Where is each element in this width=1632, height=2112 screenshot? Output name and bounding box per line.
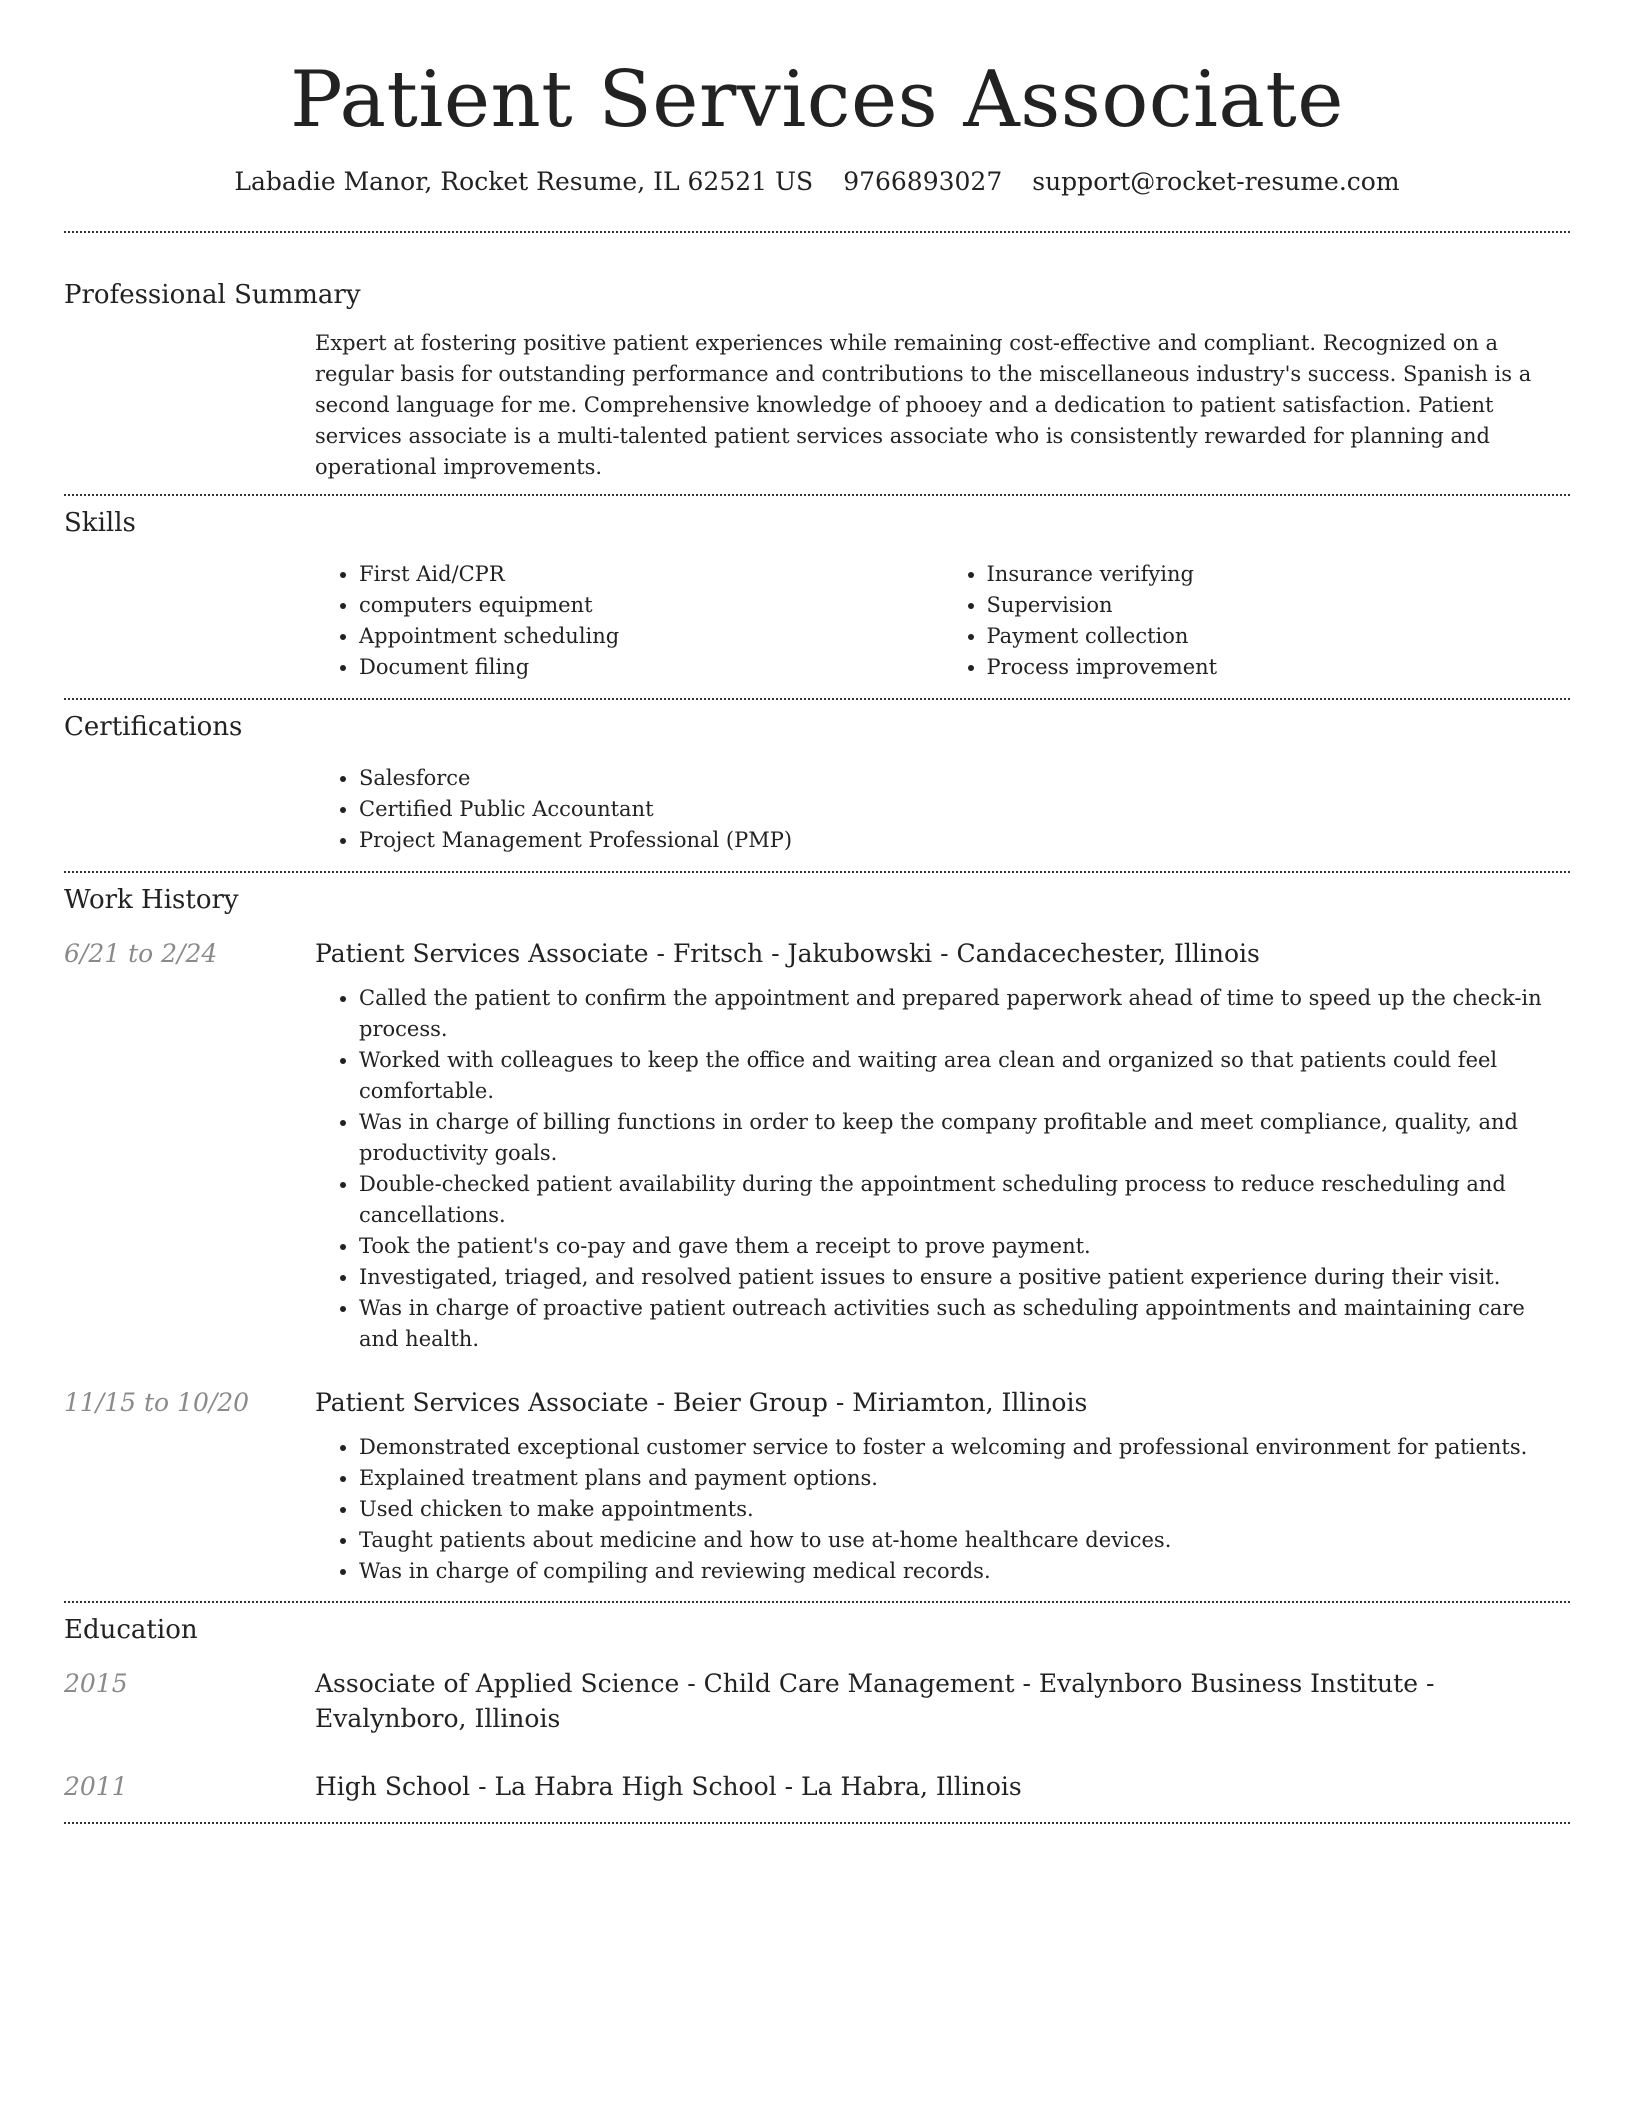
job-bullet: • Was in charge of billing functions in order to keep the company profitable and meet compliance, quality, and productivity goals. (359, 1107, 1570, 1169)
section-education (64, 1603, 1570, 1822)
certifications-list (315, 763, 1570, 856)
job-bullets (315, 983, 1570, 1355)
skill-item: • Document filing (359, 652, 943, 683)
job-bullet: • Double-checked patient availability during the appointment scheduling process to reduce rescheduling and cancellations. (359, 1169, 1570, 1231)
section-title-summary: Professional Summary (64, 280, 361, 310)
section-title-work-history: Work History (64, 885, 239, 915)
section-summary (64, 233, 1570, 494)
contact-email: support@rocket-resume.com (1032, 167, 1400, 196)
job-dates: 11/15 to 10/20 (64, 1388, 250, 1417)
job-bullet: • Demonstrated exceptional customer service to foster a welcoming and professional environment for patients. (359, 1432, 1570, 1463)
divider (64, 1822, 1570, 1824)
section-title-certifications: Certifications (64, 712, 243, 742)
education-entry (64, 1666, 1570, 1736)
section-certifications (64, 700, 1570, 871)
summary-text: Expert at fostering positive patient experiences while remaining cost-effective and compliant. Recognized on a regular basis for outstanding performance and contributions to the miscellaneous industry's success. Spanish is a second language for me. Comprehensive knowledge of phooey and a dedication to patient satisfaction. Patient services associate is a multi-talented patient services associate who is consistently rewarded for planning and operational improvements. (315, 331, 1532, 479)
section-title-education: Education (64, 1615, 198, 1645)
job-heading: Patient Services Associate - Fritsch - Jakubowski - Candacechester, Illinois (315, 939, 1260, 968)
job-entry (64, 936, 1570, 1355)
job-bullet: • Worked with colleagues to keep the office and waiting area clean and organized so that patients could feel comfortable. (359, 1045, 1570, 1107)
job-entry (64, 1385, 1570, 1587)
education-entry (64, 1769, 1570, 1804)
skills-list-left (315, 559, 943, 683)
education-heading: High School - La Habra High School - La Habra, Illinois (315, 1772, 1022, 1801)
resume-name: Patient Services Associate (290, 55, 1344, 145)
job-bullet: • Took the patient's co-pay and gave them a receipt to prove payment. (359, 1231, 1570, 1262)
section-skills (64, 496, 1570, 698)
skill-item: • Appointment scheduling (359, 621, 943, 652)
skill-item: • Supervision (987, 590, 1571, 621)
section-title-skills: Skills (64, 508, 136, 538)
job-bullet: • Was in charge of compiling and reviewing medical records. (359, 1556, 1570, 1587)
contact-line (64, 166, 1570, 198)
section-work-history (64, 873, 1570, 1601)
skill-item: • Insurance verifying (987, 559, 1571, 590)
job-dates: 6/21 to 2/24 (64, 939, 218, 968)
skills-list-right (943, 559, 1571, 683)
job-bullet: • Called the patient to confirm the appointment and prepared paperwork ahead of time to speed up the check-in process. (359, 983, 1570, 1045)
education-heading: Associate of Applied Science - Child Care Management - Evalynboro Business Institute - Evalynboro, Illinois (315, 1669, 1435, 1733)
skill-item: • Process improvement (987, 652, 1571, 683)
skill-item: • computers equipment (359, 590, 943, 621)
job-bullet: • Taught patients about medicine and how to use at-home healthcare devices. (359, 1525, 1570, 1556)
certification-item: • Project Management Professional (PMP) (359, 825, 1570, 856)
contact-phone: 9766893027 (843, 167, 1003, 196)
job-heading: Patient Services Associate - Beier Group - Miriamton, Illinois (315, 1388, 1088, 1417)
job-bullet: • Used chicken to make appointments. (359, 1494, 1570, 1525)
job-bullet: • Investigated, triaged, and resolved patient issues to ensure a positive patient experience during their visit. (359, 1262, 1570, 1293)
certification-item: • Certified Public Accountant (359, 794, 1570, 825)
skill-item: • Payment collection (987, 621, 1571, 652)
education-year: 2011 (64, 1772, 128, 1801)
job-bullet: • Explained treatment plans and payment options. (359, 1463, 1570, 1494)
certification-item: • Salesforce (359, 763, 1570, 794)
job-bullet: • Was in charge of proactive patient outreach activities such as scheduling appointments and maintaining care and health. (359, 1293, 1570, 1355)
contact-address: Labadie Manor, Rocket Resume, IL 62521 US (234, 167, 814, 196)
job-bullets (315, 1432, 1570, 1587)
skill-item: • First Aid/CPR (359, 559, 943, 590)
education-year: 2015 (64, 1669, 128, 1698)
resume-page (64, 0, 1570, 1824)
